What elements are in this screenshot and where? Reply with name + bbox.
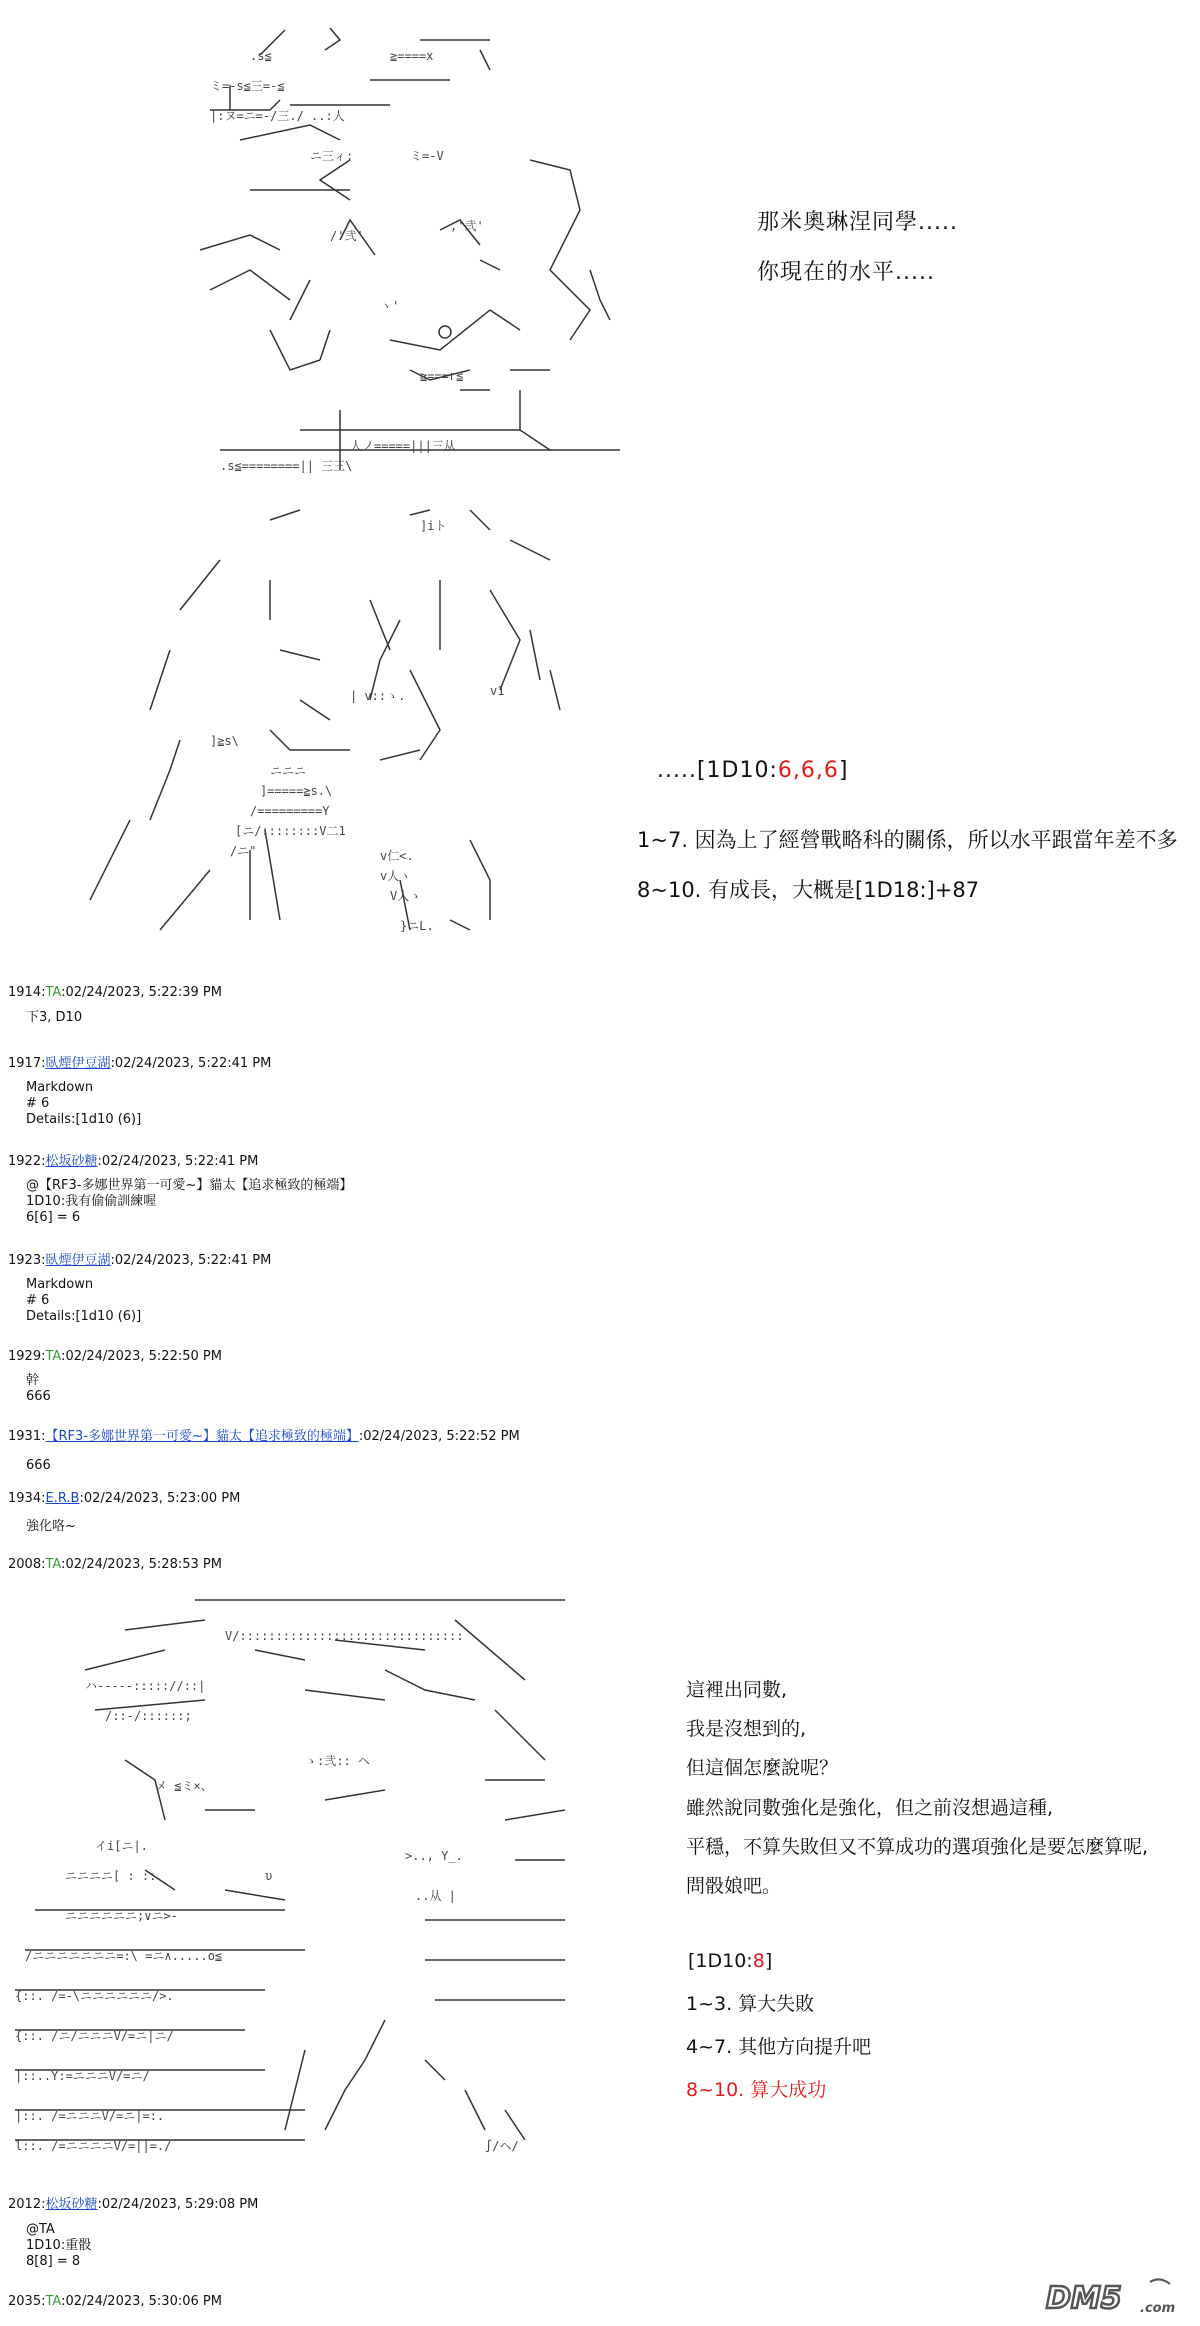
- narration-line-5: 但這個怎麼說呢？: [686, 1757, 839, 1779]
- site-watermark-logo: [1042, 2274, 1190, 2318]
- svg-text:|::. /=ニニニV/=ニ|=:.: |::. /=ニニニV/=ニ|=:.: [15, 2109, 165, 2123]
- narration-line-3: 這裡出同數,: [686, 1679, 788, 1701]
- post-user-link[interactable]: 松坂砂糖: [45, 1154, 98, 1169]
- svg-text:/ニ": /ニ": [230, 844, 257, 858]
- svg-text:ハ-----::::://::|: ハ-----::::://::|: [85, 1679, 206, 1693]
- watermark-suffix: .com: [1140, 2301, 1176, 2316]
- post-header: [8, 1428, 520, 1445]
- narration-line-1: 那米奧琳涅同學.....: [757, 210, 958, 235]
- svg-text:≧====x: ≧====x: [390, 49, 434, 63]
- dice-roll-line: [657, 758, 848, 784]
- post-user-link[interactable]: E.R.B: [45, 1491, 80, 1506]
- post-2035: [8, 2293, 222, 2310]
- roll-prefix: [1D10:: [688, 1950, 753, 1972]
- post-header: [8, 2293, 222, 2310]
- narration-line-6: 雖然說同數強化是強化，但之前沒想過這種,: [686, 1797, 1054, 1819]
- post-time: :02/24/2023, 5:22:39 PM: [61, 985, 222, 1000]
- svg-text:≧===r≦: ≧===r≦: [420, 369, 464, 383]
- option-line-1: 1~7. 因為上了經營戰略科的關係，所以水平跟當年差不多: [637, 828, 1178, 852]
- narration-line-4: 我是沒想到的,: [686, 1718, 807, 1740]
- post-number: 2035:: [8, 2294, 46, 2309]
- post-time: :02/24/2023, 5:29:08 PM: [97, 2197, 259, 2212]
- narration-line-8: 問骰娘吧。: [686, 1875, 782, 1897]
- svg-text:| v::ゝ.: | v::ゝ.: [350, 689, 406, 703]
- svg-text:[ニ/::::::::V二1: [ニ/::::::::V二1: [235, 824, 346, 838]
- option-line-5: 8~10. 算大成功: [686, 2079, 827, 2101]
- svg-text:v人ヽ: v人ヽ: [380, 869, 412, 883]
- post-1914: [8, 984, 222, 1026]
- svg-text:}ニL.: }ニL.: [400, 919, 434, 933]
- roll-value: 6,6,6: [777, 758, 839, 783]
- post-2008: [8, 1556, 222, 1573]
- post-number: 1929:: [8, 1349, 46, 1364]
- post-header: [8, 2196, 258, 2213]
- svg-text:/ニニニニニニニ=:\ =ニ∧.....o≦: /ニニニニニニニ=:\ =ニ∧.....o≦: [25, 1949, 223, 1963]
- post-body: 強化咯~: [26, 1519, 76, 1534]
- post-time: :02/24/2023, 5:22:41 PM: [110, 1253, 272, 1268]
- post-header: [8, 1055, 271, 1072]
- narration-line-2: 你現在的水平.....: [757, 260, 935, 285]
- post-user-link[interactable]: 松坂砂糖: [45, 2197, 98, 2212]
- post-number: 1923:: [8, 1253, 46, 1268]
- svg-text:|::..Y:=ニニニV/=ニ/: |::..Y:=ニニニV/=ニ/: [15, 2069, 150, 2083]
- svg-text:ミ=-V: ミ=-V: [410, 149, 444, 163]
- svg-text:..从 |: ..从 |: [415, 1889, 456, 1903]
- post-body: Markdown # 6 Details:[1d10 (6)]: [26, 1080, 142, 1127]
- post-number: 1914:: [8, 985, 46, 1000]
- svg-text:イi[ニ|.: イi[ニ|.: [95, 1839, 148, 1853]
- post-body: @【RF3-多娜世界第一可愛~】貓太【追求極致的極端】 1D10:我有偷偷訓練喔 6[6] = 6: [26, 1178, 353, 1225]
- ascii-art-character-1: [190, 10, 620, 480]
- post-body: 下3, D10: [26, 1010, 83, 1025]
- svg-text:.s≦: .s≦: [250, 49, 272, 63]
- post-header: [8, 984, 222, 1001]
- post-number: 2012:: [8, 2197, 46, 2212]
- svg-text:/::-/::::::;: /::-/::::::;: [105, 1709, 192, 1723]
- svg-text:l::. /=ニニニニV/=||=./: l::. /=ニニニニV/=||=./: [15, 2139, 172, 2153]
- roll-suffix: ]: [764, 1950, 773, 1972]
- post-2012: [8, 2196, 258, 2270]
- option-line-2: 8~10. 有成長，大概是[1D18:]+87: [637, 878, 980, 902]
- svg-text:ヽ': ヽ': [380, 299, 400, 313]
- post-time: :02/24/2023, 5:30:06 PM: [61, 2294, 222, 2309]
- post-user[interactable]: TA: [45, 1557, 62, 1572]
- post-1923: [8, 1252, 271, 1325]
- svg-text:{::. /ニ/ニニニV/=ニ|ニ/: {::. /ニ/ニニニV/=ニ|ニ/: [15, 2029, 174, 2043]
- roll-prefix: .....[1D10:: [657, 758, 778, 783]
- svg-text:ミ=-s≦三=-≦: ミ=-s≦三=-≦: [210, 79, 285, 93]
- svg-text:ニニニニニニ;∨ニ>-: ニニニニニニ;∨ニ>-: [65, 1909, 178, 1923]
- post-1929: [8, 1348, 222, 1405]
- svg-text:/'弐': /'弐': [330, 229, 364, 243]
- svg-text:V/::::::::::::::::::::::::::::: V/:::::::::::::::::::::::::::::::: [225, 1629, 464, 1643]
- svg-text:v仁<.: v仁<.: [380, 849, 414, 863]
- post-number: 2008:: [8, 1557, 46, 1572]
- svg-text:V人ゝ: V人ゝ: [390, 889, 422, 903]
- post-user-link[interactable]: 【RF3-多娜世界第一可愛~】貓太【追求極致的極端】: [45, 1429, 359, 1444]
- svg-text:]iト: ]iト: [420, 519, 447, 533]
- post-body: 幹 666: [26, 1373, 51, 1404]
- post-time: :02/24/2023, 5:22:50 PM: [61, 1349, 222, 1364]
- post-time: :02/24/2023, 5:28:53 PM: [61, 1557, 222, 1572]
- option-line-3: 1~3. 算大失敗: [686, 1993, 815, 2015]
- ascii-art-character-2: [70, 500, 590, 950]
- post-1934: [8, 1490, 240, 1535]
- post-number: 1922:: [8, 1154, 46, 1169]
- post-number: 1934:: [8, 1491, 46, 1506]
- svg-text:人ノ=====|||三从: 人ノ=====|||三从: [350, 439, 456, 453]
- post-time: :02/24/2023, 5:22:41 PM: [97, 1154, 259, 1169]
- svg-text:メ ≦ミ×、: メ ≦ミ×、: [155, 1779, 213, 1793]
- svg-text:υ: υ: [265, 1869, 273, 1883]
- post-user-link[interactable]: 臥煙伊豆湖: [45, 1056, 111, 1071]
- dice-roll-line-2: [688, 1950, 772, 1973]
- svg-text:]=====≧s.\: ]=====≧s.\: [260, 784, 333, 798]
- post-user-link[interactable]: 臥煙伊豆湖: [45, 1253, 111, 1268]
- roll-value: 8: [752, 1950, 765, 1972]
- ascii-art-character-3: [5, 1590, 575, 2160]
- post-body: Markdown # 6 Details:[1d10 (6)]: [26, 1277, 142, 1324]
- post-user[interactable]: TA: [45, 2294, 62, 2309]
- svg-text:|:ヌ=ニ=-/三./ ..:人: |:ヌ=ニ=-/三./ ..:人: [210, 109, 345, 123]
- post-1931: [8, 1428, 520, 1474]
- narration-line-7: 平穩，不算失敗但又不算成功的選項強化是要怎麼算呢,: [686, 1836, 1149, 1858]
- post-body: @TA 1D10:重骰 8[8] = 8: [26, 2222, 92, 2269]
- post-time: :02/24/2023, 5:22:41 PM: [110, 1056, 272, 1071]
- post-user[interactable]: TA: [45, 1349, 62, 1364]
- post-header: [8, 1490, 240, 1507]
- svg-text:/=========Y: /=========Y: [250, 804, 330, 818]
- svg-text:,'弐': ,'弐': [450, 219, 484, 233]
- post-header: [8, 1252, 271, 1269]
- svg-text:.s≦========|| 三三\: .s≦========|| 三三\: [220, 459, 353, 473]
- svg-text:ニニニ: ニニニ: [270, 764, 307, 778]
- roll-suffix: ]: [838, 758, 849, 783]
- post-header: [8, 1348, 222, 1365]
- post-user[interactable]: TA: [45, 985, 62, 1000]
- post-header: [8, 1556, 222, 1573]
- svg-text:>.., Y_.: >.., Y_.: [405, 1849, 463, 1863]
- svg-text:]≧s\: ]≧s\: [210, 734, 239, 748]
- post-time: :02/24/2023, 5:22:52 PM: [358, 1429, 520, 1444]
- svg-text:{::. /=-\ニニニニニニ/>.: {::. /=-\ニニニニニニ/>.: [15, 1989, 174, 2003]
- post-number: 1917:: [8, 1056, 46, 1071]
- svg-text:ゝ:弐:: ヘ: ゝ:弐:: ヘ: [305, 1754, 370, 1768]
- post-1922: [8, 1153, 352, 1226]
- svg-text:v1: v1: [490, 684, 505, 698]
- post-1917: [8, 1055, 271, 1128]
- post-header: [8, 1153, 352, 1170]
- post-number: 1931:: [8, 1429, 46, 1444]
- svg-text:ニ三ィ:: ニ三ィ:: [310, 149, 354, 163]
- watermark-text: DM5: [1046, 2281, 1122, 2316]
- post-time: :02/24/2023, 5:23:00 PM: [79, 1491, 241, 1506]
- svg-text:∫/ヘ/: ∫/ヘ/: [485, 2139, 519, 2153]
- post-body: 666: [26, 1458, 51, 1473]
- option-line-4: 4~7. 其他方向提升吧: [686, 2036, 872, 2058]
- svg-text:ニニニニ[ : ::: ニニニニ[ : ::: [65, 1869, 157, 1883]
